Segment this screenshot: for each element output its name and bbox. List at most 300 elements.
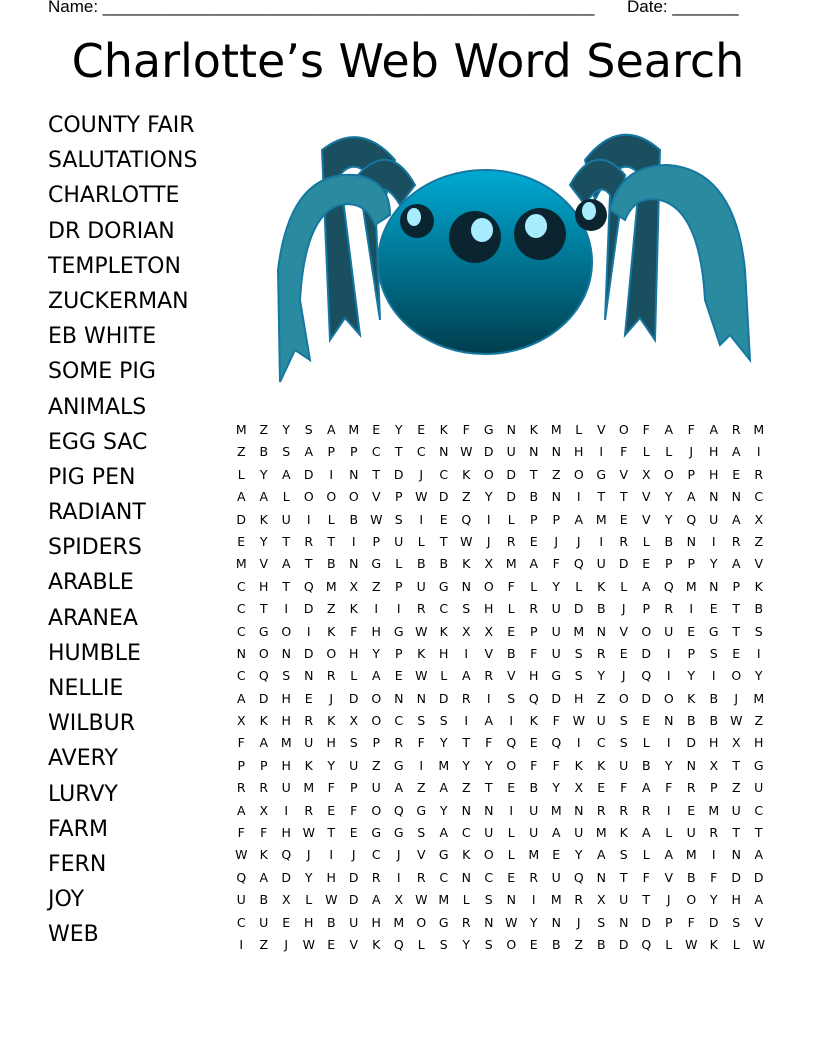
grid-cell: E <box>732 466 741 482</box>
grid-cell: Y <box>259 466 268 482</box>
grid-cell: B <box>326 914 336 930</box>
grid-cell: N <box>686 757 696 773</box>
grid-cell: D <box>303 466 314 482</box>
grid-cell: I <box>576 735 581 751</box>
grid-row <box>230 486 770 508</box>
grid-cell: I <box>531 892 536 908</box>
grid-cell: E <box>642 713 651 729</box>
grid-cell: O <box>348 489 359 505</box>
grid-cell: C <box>439 601 449 617</box>
grid-cell: J <box>306 847 311 863</box>
grid-cell: F <box>552 757 560 773</box>
grid-cell: M <box>235 422 247 437</box>
grid-cell: D <box>236 511 247 527</box>
grid-cell: U <box>236 892 246 908</box>
grid-cell: T <box>259 601 268 617</box>
grid-cell: R <box>304 713 314 729</box>
grid-cell: B <box>349 511 359 527</box>
grid-cell: M <box>528 847 540 863</box>
grid-cell: T <box>619 489 628 505</box>
grid-cell: T <box>732 601 741 617</box>
grid-cell: V <box>641 489 651 505</box>
grid-cell: C <box>236 668 246 684</box>
grid-cell: D <box>348 892 359 908</box>
grid-cell: U <box>596 713 606 729</box>
grid-cell: I <box>329 847 334 863</box>
grid-cell: S <box>304 422 313 437</box>
word-list-item: FARM <box>48 816 108 842</box>
grid-cell: M <box>550 892 562 908</box>
grid-cell: O <box>618 422 629 437</box>
grid-cell: Y <box>327 757 336 773</box>
grid-cell: R <box>619 533 629 549</box>
grid-cell: P <box>732 578 741 594</box>
word-list-item: RADIANT <box>48 500 146 526</box>
grid-cell: V <box>484 645 494 661</box>
grid-cell: L <box>462 892 470 908</box>
grid-cell: G <box>438 847 449 863</box>
grid-cell: V <box>349 936 359 952</box>
grid-cell: I <box>599 444 604 460</box>
grid-cell: G <box>438 578 449 594</box>
grid-cell: Z <box>416 780 426 796</box>
grid-cell: Y <box>687 668 696 684</box>
grid-cell: E <box>687 623 696 639</box>
grid-cell: K <box>349 601 358 617</box>
grid-row <box>230 934 770 956</box>
grid-cell: D <box>506 489 517 505</box>
grid-cell: A <box>259 735 269 751</box>
grid-cell: S <box>439 936 448 952</box>
grid-cell: L <box>440 668 448 684</box>
grid-cell: F <box>507 578 515 594</box>
grid-cell: Y <box>552 578 561 594</box>
grid-cell: N <box>596 623 606 639</box>
grid-cell: I <box>711 847 716 863</box>
grid-cell: O <box>483 578 494 594</box>
grid-cell: K <box>619 825 628 841</box>
grid-cell: E <box>237 533 246 549</box>
grid-cell: A <box>259 869 269 885</box>
grid-cell: A <box>709 422 719 437</box>
grid-cell: L <box>642 847 650 863</box>
grid-cell: C <box>236 623 246 639</box>
grid-cell: L <box>665 444 673 460</box>
grid-cell: L <box>665 936 673 952</box>
grid-cell: R <box>529 869 539 885</box>
grid-cell: T <box>304 556 313 572</box>
grid-cell: Q <box>303 578 314 594</box>
grid-cell: R <box>236 780 246 796</box>
grid-cell: C <box>236 578 246 594</box>
grid-cell: U <box>529 825 539 841</box>
grid-cell: H <box>259 578 269 594</box>
word-list-item: ANIMALS <box>48 394 147 420</box>
grid-cell: R <box>664 601 674 617</box>
grid-cell: T <box>529 466 538 482</box>
grid-cell: H <box>326 735 336 751</box>
grid-cell: M <box>753 690 765 706</box>
grid-cell: L <box>732 936 740 952</box>
grid-cell: D <box>483 444 494 460</box>
grid-cell: V <box>596 422 606 437</box>
grid-cell: T <box>282 533 291 549</box>
grid-cell: G <box>551 668 562 684</box>
grid-cell: Q <box>236 869 247 885</box>
grid-cell: U <box>551 645 561 661</box>
grid-cell: D <box>506 466 517 482</box>
grid-cell: P <box>552 511 561 527</box>
grid-cell: U <box>551 601 561 617</box>
grid-cell: I <box>419 757 424 773</box>
grid-cell: T <box>327 533 336 549</box>
grid-cell: L <box>417 533 425 549</box>
grid-cell: W <box>460 533 473 549</box>
grid-cell: E <box>327 936 336 952</box>
grid-cell: H <box>574 444 584 460</box>
grid-cell: E <box>552 847 561 863</box>
grid-cell: A <box>281 466 291 482</box>
grid-cell: A <box>574 511 584 527</box>
grid-cell: B <box>664 533 674 549</box>
grid-cell: W <box>235 847 248 863</box>
word-list-item: WEB <box>48 922 99 948</box>
grid-cell: F <box>620 444 628 460</box>
grid-cell: S <box>349 735 358 751</box>
grid-cell: E <box>687 802 696 818</box>
grid-cell: G <box>371 556 382 572</box>
grid-cell: N <box>619 914 629 930</box>
grid-cell: D <box>551 690 562 706</box>
grid-cell: T <box>732 825 741 841</box>
grid-cell: M <box>550 802 562 818</box>
grid-cell: J <box>621 601 626 617</box>
grid-cell: J <box>554 533 559 549</box>
grid-cell: M <box>303 780 315 796</box>
grid-cell: A <box>529 556 539 572</box>
grid-row <box>230 889 770 911</box>
grid-cell: O <box>258 645 269 661</box>
grid-cell: H <box>574 690 584 706</box>
grid-cell: L <box>575 578 583 594</box>
grid-cell: U <box>664 623 674 639</box>
grid-cell: Q <box>551 735 562 751</box>
grid-cell: M <box>753 422 765 437</box>
grid-cell: A <box>731 444 741 460</box>
grid-cell: S <box>417 825 426 841</box>
grid-cell: D <box>438 690 449 706</box>
grid-cell: G <box>393 623 404 639</box>
grid-cell: F <box>552 556 560 572</box>
grid-cell: F <box>642 869 650 885</box>
grid-cell: P <box>394 645 403 661</box>
grid-row <box>230 419 770 441</box>
grid-cell: I <box>689 601 694 617</box>
grid-cell: B <box>686 713 696 729</box>
grid-cell: Q <box>528 690 539 706</box>
grid-cell: W <box>730 713 743 729</box>
grid-cell: L <box>575 422 583 437</box>
grid-cell: C <box>461 825 471 841</box>
grid-cell: G <box>371 825 382 841</box>
grid-cell: R <box>461 690 471 706</box>
grid-cell: A <box>664 422 674 437</box>
grid-cell: P <box>529 511 538 527</box>
grid-cell: Z <box>259 936 269 952</box>
grid-cell: O <box>416 914 427 930</box>
grid-cell: I <box>396 601 401 617</box>
grid-row <box>230 598 770 620</box>
grid-cell: N <box>416 690 426 706</box>
grid-cell: V <box>664 869 674 885</box>
grid-cell: L <box>620 578 628 594</box>
grid-cell: T <box>732 623 741 639</box>
grid-cell: S <box>282 444 291 460</box>
grid-cell: A <box>371 892 381 908</box>
grid-cell: S <box>282 668 291 684</box>
grid-cell: D <box>281 869 292 885</box>
grid-cell: J <box>419 466 424 482</box>
grid-cell: U <box>551 623 561 639</box>
grid-cell: N <box>574 802 584 818</box>
grid-cell: X <box>349 578 359 594</box>
grid-cell: X <box>574 780 584 796</box>
grid-cell: Y <box>462 936 471 952</box>
grid-cell: X <box>394 892 404 908</box>
grid-cell: H <box>709 444 719 460</box>
grid-cell: T <box>282 578 291 594</box>
grid-cell: P <box>372 735 381 751</box>
grid-cell: Z <box>371 578 381 594</box>
grid-cell: R <box>506 533 516 549</box>
grid-cell: I <box>464 645 469 661</box>
grid-cell: E <box>372 422 381 437</box>
grid-cell: E <box>709 601 718 617</box>
grid-cell: U <box>416 578 426 594</box>
word-list-item: LURVY <box>48 781 118 807</box>
grid-cell: U <box>394 533 404 549</box>
grid-cell: H <box>731 892 741 908</box>
grid-cell: D <box>731 869 742 885</box>
grid-cell: L <box>395 556 403 572</box>
grid-cell: F <box>350 623 358 639</box>
grid-row <box>230 576 770 598</box>
grid-cell: I <box>711 533 716 549</box>
grid-cell: W <box>752 936 765 952</box>
grid-cell: A <box>236 802 246 818</box>
grid-cell: I <box>486 690 491 706</box>
grid-cell: Q <box>686 511 697 527</box>
grid-cell: A <box>281 556 291 572</box>
grid-cell: K <box>462 556 471 572</box>
grid-cell: Y <box>439 802 448 818</box>
grid-cell: W <box>302 936 315 952</box>
grid-cell: S <box>597 914 606 930</box>
grid-cell: D <box>641 914 652 930</box>
grid-cell: H <box>371 914 381 930</box>
grid-cell: N <box>686 533 696 549</box>
grid-cell: O <box>371 690 382 706</box>
grid-cell: U <box>619 757 629 773</box>
grid-cell: N <box>529 444 539 460</box>
grid-cell: O <box>281 623 292 639</box>
grid-cell: F <box>710 869 718 885</box>
grid-cell: N <box>281 645 291 661</box>
grid-cell: F <box>327 780 335 796</box>
grid-cell: C <box>439 869 449 885</box>
grid-row <box>230 621 770 643</box>
grid-cell: L <box>327 511 335 527</box>
grid-cell: F <box>237 735 245 751</box>
grid-cell: W <box>370 511 383 527</box>
grid-cell: K <box>439 422 448 437</box>
grid-cell: F <box>260 825 268 841</box>
grid-cell: Q <box>393 936 404 952</box>
grid-cell: A <box>236 690 246 706</box>
grid-cell: M <box>280 735 292 751</box>
letter-grid <box>230 419 770 956</box>
word-list-item: WILBUR <box>48 711 135 737</box>
grid-cell: K <box>529 422 538 437</box>
grid-cell: T <box>327 825 336 841</box>
grid-cell: E <box>507 780 516 796</box>
grid-cell: A <box>641 825 651 841</box>
grid-cell: M <box>235 556 247 572</box>
grid-cell: R <box>326 668 336 684</box>
grid-cell: S <box>484 892 493 908</box>
grid-cell: S <box>709 645 718 661</box>
grid-cell: L <box>507 825 515 841</box>
grid-cell: S <box>394 511 403 527</box>
grid-cell: D <box>303 645 314 661</box>
grid-cell: Y <box>664 511 673 527</box>
date-field-label: Date: _______ <box>627 0 739 16</box>
grid-cell: F <box>417 735 425 751</box>
grid-cell: L <box>507 601 515 617</box>
grid-row <box>230 867 770 889</box>
grid-cell: D <box>686 735 697 751</box>
grid-cell: A <box>394 780 404 796</box>
grid-cell: N <box>461 869 471 885</box>
grid-cell: Z <box>259 422 269 437</box>
grid-row <box>230 912 770 934</box>
grid-cell: K <box>304 757 313 773</box>
grid-cell: I <box>666 802 671 818</box>
grid-cell: I <box>374 601 379 617</box>
grid-cell: R <box>709 825 719 841</box>
grid-cell: I <box>756 645 761 661</box>
grid-cell: Y <box>529 914 538 930</box>
grid-row <box>230 822 770 844</box>
grid-row <box>230 553 770 575</box>
grid-cell: P <box>709 780 718 796</box>
grid-cell: H <box>281 825 291 841</box>
grid-cell: Q <box>641 936 652 952</box>
grid-cell: A <box>754 892 764 908</box>
grid-cell: J <box>284 936 289 952</box>
grid-cell: Y <box>282 422 291 437</box>
grid-cell: Z <box>371 757 381 773</box>
grid-cell: Z <box>551 466 561 482</box>
grid-cell: I <box>666 645 671 661</box>
grid-row <box>230 665 770 687</box>
grid-cell: F <box>237 825 245 841</box>
grid-cell: S <box>619 713 628 729</box>
grid-cell: I <box>239 936 244 952</box>
grid-row <box>230 464 770 486</box>
grid-cell: J <box>734 690 739 706</box>
grid-cell: P <box>394 578 403 594</box>
word-list-item: ARANEA <box>48 605 138 631</box>
grid-cell: B <box>529 489 539 505</box>
grid-cell: I <box>756 444 761 460</box>
grid-cell: O <box>483 466 494 482</box>
grid-cell: I <box>306 623 311 639</box>
grid-cell: W <box>460 444 473 460</box>
page-title: Charlotte’s Web Word Search <box>71 34 745 88</box>
grid-cell: B <box>416 556 426 572</box>
grid-cell: A <box>371 668 381 684</box>
grid-cell: H <box>326 869 336 885</box>
grid-cell: F <box>552 713 560 729</box>
grid-cell: F <box>530 757 538 773</box>
grid-cell: B <box>754 601 764 617</box>
grid-cell: Y <box>664 489 673 505</box>
grid-cell: C <box>416 444 426 460</box>
grid-cell: M <box>685 847 697 863</box>
grid-cell: Q <box>281 847 292 863</box>
word-list-item: EGG SAC <box>48 429 148 455</box>
grid-cell: R <box>596 645 606 661</box>
grid-cell: C <box>754 489 764 505</box>
grid-cell: S <box>619 735 628 751</box>
grid-cell: H <box>529 668 539 684</box>
grid-cell: Y <box>484 489 493 505</box>
grid-cell: B <box>709 690 719 706</box>
grid-cell: M <box>505 556 517 572</box>
grid-cell: R <box>484 668 494 684</box>
grid-cell: O <box>663 690 674 706</box>
grid-cell: O <box>686 892 697 908</box>
word-list <box>48 110 197 955</box>
grid-cell: G <box>393 757 404 773</box>
grid-cell: R <box>529 601 539 617</box>
grid-cell: K <box>417 645 426 661</box>
grid-cell: N <box>484 914 494 930</box>
grid-cell: Z <box>754 713 764 729</box>
grid-cell: D <box>641 690 652 706</box>
grid-cell: C <box>236 914 246 930</box>
grid-cell: S <box>754 623 763 639</box>
grid-cell: P <box>259 757 268 773</box>
grid-cell: G <box>753 757 764 773</box>
grid-cell: V <box>754 914 764 930</box>
grid-cell: Y <box>552 780 561 796</box>
grid-cell: W <box>572 713 585 729</box>
grid-cell: X <box>281 892 291 908</box>
grid-cell: K <box>439 623 448 639</box>
grid-cell: O <box>371 802 382 818</box>
grid-cell: U <box>349 757 359 773</box>
grid-cell: M <box>348 422 360 437</box>
grid-row <box>230 531 770 553</box>
grid-cell: U <box>281 511 291 527</box>
grid-cell: A <box>641 578 651 594</box>
grid-cell: N <box>709 489 719 505</box>
grid-cell: Z <box>754 533 764 549</box>
grid-cell: W <box>302 825 315 841</box>
grid-cell: G <box>438 914 449 930</box>
